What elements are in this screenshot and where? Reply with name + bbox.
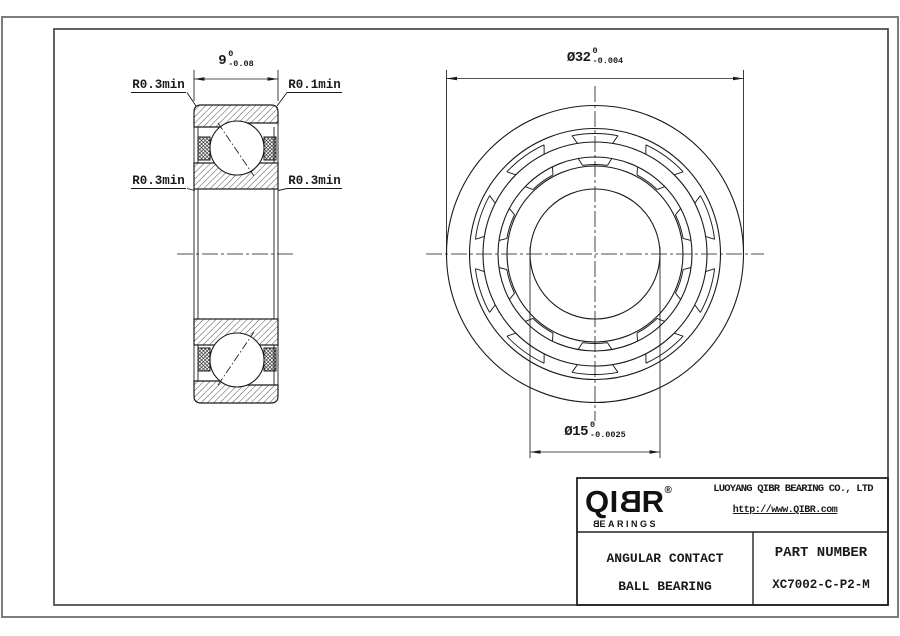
section-view	[177, 70, 296, 403]
od-dim-tol-upper: 0	[592, 46, 598, 56]
company-logo	[585, 486, 672, 529]
registered-mark: ®	[664, 485, 673, 496]
ball-top	[210, 121, 264, 175]
logo-tagline: BEARINGS	[593, 519, 659, 529]
bore-dimension-text	[545, 421, 645, 441]
cage-section-top-left	[198, 137, 210, 160]
cage-section-bottom-left	[198, 348, 210, 371]
bore-dim-value: Ø15	[564, 424, 588, 440]
page-borders	[2, 17, 898, 617]
od-dim-tol-lower: -0.004	[592, 55, 624, 66]
radius-label-top-left: R0.3min	[132, 78, 185, 92]
front-view	[426, 70, 764, 458]
part-number-value: XC7002-C-P2-M	[772, 578, 870, 592]
product-name-line1: ANGULAR CONTACT	[606, 551, 724, 566]
bore-dim-tol-lower: -0.0025	[590, 429, 626, 440]
part-number-label: PART NUMBER	[774, 545, 868, 561]
company-name: LUOYANG QIBR BEARING CO., LTD	[713, 483, 873, 495]
width-dimension	[194, 70, 278, 101]
product-name-line2: BALL BEARING	[618, 579, 712, 594]
logo-text: QIBR®	[585, 484, 673, 519]
radius-label-mid-right: R0.3min	[288, 174, 341, 188]
width-dim-tol-lower: -0.08	[228, 58, 254, 69]
od-dim-value: Ø32	[566, 50, 591, 66]
width-dimension-text	[190, 50, 282, 70]
company-url: http://www.QIBR.com	[732, 505, 838, 516]
cage-section-bottom-right	[264, 348, 276, 371]
cage-section-top-right	[264, 137, 276, 160]
width-dim-value: 9	[218, 53, 227, 69]
radius-label-top-right: R0.1min	[288, 78, 341, 92]
od-dimension-text	[545, 47, 645, 67]
ball-bottom	[210, 333, 264, 387]
bore-dim-tol-upper: 0	[590, 420, 596, 430]
radius-label-mid-left: R0.3min	[132, 174, 185, 188]
width-dim-tol-upper: 0	[228, 49, 234, 59]
